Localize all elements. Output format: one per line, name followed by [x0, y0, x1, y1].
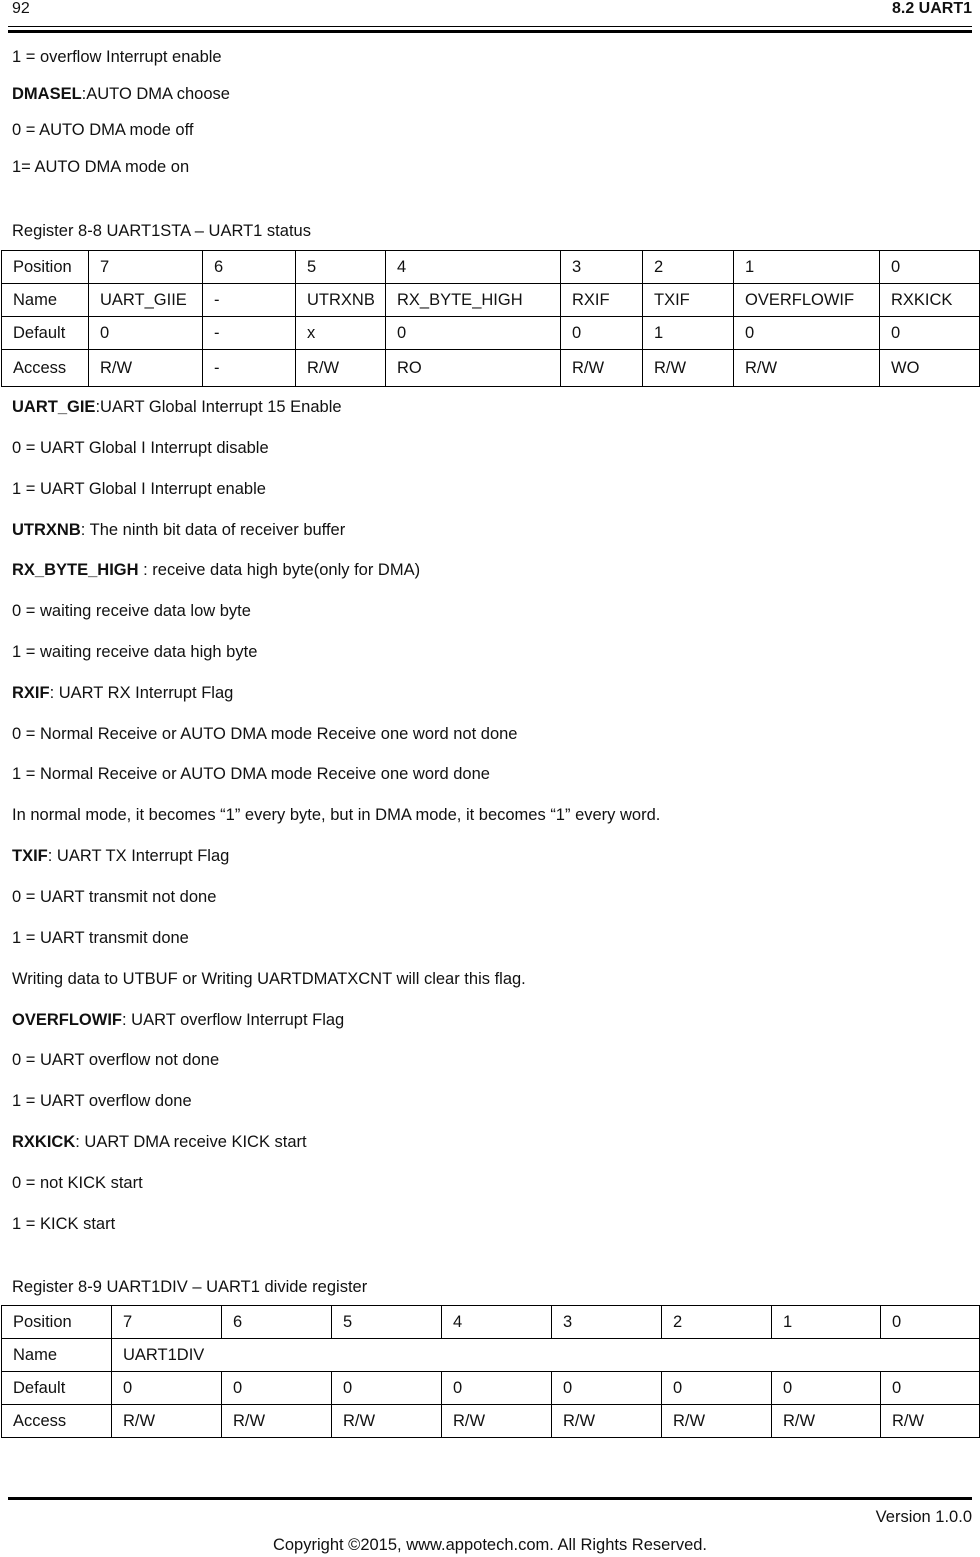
table-cell: 0 [222, 1372, 332, 1405]
register2-table [1, 1305, 980, 1438]
table-cell: 0 [734, 317, 880, 350]
desc-line: 0 = UART transmit not done [12, 888, 217, 906]
table-cell: RXKICK [880, 284, 980, 317]
header-rule-thin [8, 26, 972, 27]
table-cell: 7 [89, 251, 203, 284]
intro-line: 1 = overflow Interrupt enable [12, 48, 222, 66]
table-cell: RX_BYTE_HIGH [386, 284, 561, 317]
table-cell: R/W [89, 350, 203, 387]
table-cell: TXIF [643, 284, 734, 317]
table-cell: 0 [386, 317, 561, 350]
version-label: Version 1.0.0 [875, 1508, 972, 1526]
table-cell: RO [386, 350, 561, 387]
copyright-notice: Copyright ©2015, www.appotech.com. All Rights Reserved. [272, 1536, 708, 1554]
desc-line: Writing data to UTBUF or Writing UARTDMATXCNT will clear this flag. [12, 970, 526, 988]
table-cell: - [203, 350, 296, 387]
table-cell: x [296, 317, 386, 350]
table-cell: R/W [112, 1405, 222, 1438]
table-cell: R/W [662, 1405, 772, 1438]
table-cell: Access [2, 1405, 112, 1438]
desc-line: 1 = waiting receive data high byte [12, 643, 258, 661]
register1-position-row [2, 251, 980, 284]
register2-access-row [2, 1405, 980, 1438]
table-cell: 6 [203, 251, 296, 284]
table-cell: 1 [643, 317, 734, 350]
table-cell: Name [2, 284, 89, 317]
page-number: 92 [12, 0, 30, 17]
table-cell: R/W [552, 1405, 662, 1438]
table-cell: 2 [643, 251, 734, 284]
desc-line: 1 = UART overflow done [12, 1092, 192, 1110]
table-cell: R/W [561, 350, 643, 387]
desc-line: 0 = UART overflow not done [12, 1051, 220, 1069]
desc-line: RXKICK: UART DMA receive KICK start [12, 1133, 307, 1151]
register1-name-row [2, 284, 980, 317]
register2-caption: Register 8-9 UART1DIV – UART1 divide register [12, 1278, 368, 1296]
table-cell: 0 [561, 317, 643, 350]
table-cell: Position [2, 1306, 112, 1339]
desc-line: UTRXNB: The ninth bit data of receiver buffer [12, 521, 346, 539]
table-cell: 2 [662, 1306, 772, 1339]
table-cell: 0 [772, 1372, 881, 1405]
register2-position-row [2, 1306, 980, 1339]
table-cell: 0 [89, 317, 203, 350]
intro-line: DMASEL:AUTO DMA choose [12, 85, 230, 103]
footer-rule [8, 1497, 972, 1500]
table-cell: UART_GIIE [89, 284, 203, 317]
desc-line: RXIF: UART RX Interrupt Flag [12, 684, 234, 702]
header-rule-thick [8, 30, 972, 33]
desc-line: 0 = not KICK start [12, 1174, 143, 1192]
table-cell: Default [2, 1372, 112, 1405]
table-cell: 0 [881, 1306, 980, 1339]
table-cell: 3 [561, 251, 643, 284]
desc-line: RX_BYTE_HIGH : receive data high byte(only for DMA) [12, 561, 421, 579]
table-cell: 3 [552, 1306, 662, 1339]
desc-line: 0 = Normal Receive or AUTO DMA mode Receive one word not done [12, 725, 518, 743]
table-cell: R/W [643, 350, 734, 387]
table-cell: RXIF [561, 284, 643, 317]
table-cell: R/W [772, 1405, 881, 1438]
table-cell: 6 [222, 1306, 332, 1339]
desc-line: 1 = Normal Receive or AUTO DMA mode Receive one word done [12, 765, 490, 783]
table-cell: R/W [222, 1405, 332, 1438]
table-cell: R/W [442, 1405, 552, 1438]
table-cell: 0 [552, 1372, 662, 1405]
desc-line: 0 = UART Global I Interrupt disable [12, 439, 269, 457]
table-cell: 4 [442, 1306, 552, 1339]
table-cell: Access [2, 350, 89, 387]
table-cell: R/W [332, 1405, 442, 1438]
desc-line: 1 = KICK start [12, 1215, 116, 1233]
table-cell: OVERFLOWIF [734, 284, 880, 317]
table-cell: 0 [332, 1372, 442, 1405]
table-cell: 5 [296, 251, 386, 284]
register2-default-row [2, 1372, 980, 1405]
intro-line: 0 = AUTO DMA mode off [12, 121, 194, 139]
register1-caption: Register 8-8 UART1STA – UART1 status [12, 222, 311, 240]
table-cell: 0 [442, 1372, 552, 1405]
table-cell: R/W [881, 1405, 980, 1438]
table-cell: Position [2, 251, 89, 284]
desc-line: 1 = UART Global I Interrupt enable [12, 480, 266, 498]
table-cell: 0 [112, 1372, 222, 1405]
desc-line: 0 = waiting receive data low byte [12, 602, 251, 620]
desc-line: TXIF: UART TX Interrupt Flag [12, 847, 230, 865]
register1-default-row [2, 317, 980, 350]
table-cell: 0 [662, 1372, 772, 1405]
table-cell: 7 [112, 1306, 222, 1339]
table-cell: 4 [386, 251, 561, 284]
desc-line: OVERFLOWIF: UART overflow Interrupt Flag [12, 1011, 345, 1029]
table-cell: - [203, 317, 296, 350]
table-cell: 0 [880, 251, 980, 284]
table-cell: R/W [734, 350, 880, 387]
table-cell: 1 [734, 251, 880, 284]
intro-line: 1= AUTO DMA mode on [12, 158, 190, 176]
register1-access-row [2, 350, 980, 387]
desc-line: 1 = UART transmit done [12, 929, 189, 947]
table-cell: - [203, 284, 296, 317]
table-cell: 1 [772, 1306, 881, 1339]
table-cell: Name [2, 1339, 112, 1372]
table-cell: UART1DIV [112, 1339, 980, 1372]
table-cell: 5 [332, 1306, 442, 1339]
desc-line: In normal mode, it becomes “1” every byte, but in DMA mode, it becomes “1” every word. [12, 806, 661, 824]
section-title: 8.2 UART1 [891, 0, 972, 17]
table-cell: 0 [880, 317, 980, 350]
table-cell: UTRXNB [296, 284, 386, 317]
table-cell: R/W [296, 350, 386, 387]
table-cell: 0 [881, 1372, 980, 1405]
register2-name-row [2, 1339, 980, 1372]
desc-line: UART_GIE:UART Global Interrupt 15 Enable [12, 398, 342, 416]
register1-table [1, 250, 980, 387]
table-cell: WO [880, 350, 980, 387]
table-cell: Default [2, 317, 89, 350]
